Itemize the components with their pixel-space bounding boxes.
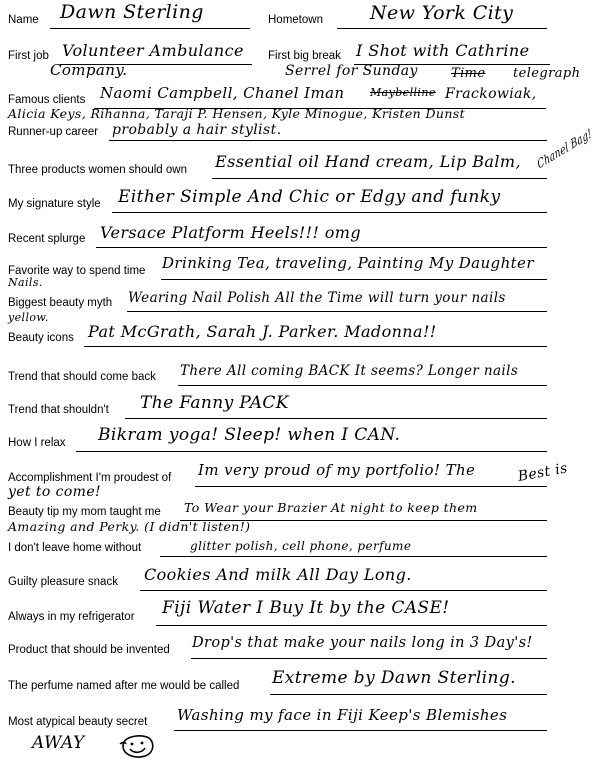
- label-runner-up-career: Runner-up career: [8, 126, 99, 138]
- label-three-products: Three products women should own: [8, 164, 187, 176]
- answer-line-beauty-icons: [84, 346, 547, 347]
- label-first-big-break: First big break: [268, 50, 341, 62]
- smiley-face-icon: [117, 733, 157, 759]
- answer-signature-style: Either Simple And Chic or Edgy and funky: [118, 187, 501, 207]
- answer-famous-clients-tail: Frackowiak,: [445, 86, 537, 102]
- label-beauty-icons: Beauty icons: [8, 332, 74, 344]
- answer-line-perfume-name: [270, 694, 547, 695]
- label-product-invented: Product that should be invented: [8, 644, 170, 656]
- answer-famous-clients-struck: Maybelline: [370, 86, 436, 99]
- answer-atypical-secret: Washing my face in Fiji Keep's Blemishes: [177, 706, 508, 724]
- answer-biggest-myth: Wearing Nail Polish All the Time will turn your nails: [128, 290, 506, 306]
- answer-line-favorite-way: [161, 279, 547, 280]
- answer-first-big-break-tail: telegraph: [513, 66, 581, 81]
- answer-line-name: [50, 28, 250, 29]
- answer-dont-leave-home: glitter polish, cell phone, perfume: [190, 539, 412, 553]
- answer-trend-shouldnt: The Fanny PACK: [140, 393, 289, 413]
- answer-line-hometown: [337, 28, 547, 29]
- answer-line-dont-leave-home: [160, 556, 547, 557]
- answer-beauty-icons: Pat McGrath, Sarah J. Parker. Madonna!!: [88, 322, 437, 341]
- label-favorite-way: Favorite way to spend time: [8, 265, 146, 277]
- answer-how-i-relax: Bikram yoga! Sleep! when I CAN.: [98, 425, 401, 445]
- label-first-job: First job: [8, 50, 49, 62]
- answer-name: Dawn Sterling: [60, 1, 204, 23]
- answer-famous-clients-cont: Alicia Keys, Rihanna, Taraji P. Hensen, Kyle Minogue, Kristen Dunst: [8, 106, 466, 121]
- answer-beauty-tip: To Wear your Brazier At night to keep them: [184, 500, 478, 515]
- answer-favorite-way-cont: Nails.: [8, 276, 43, 289]
- answer-beauty-tip-cont: Amazing and Perky. (I didn't listen!): [8, 519, 251, 534]
- label-recent-splurge: Recent splurge: [8, 233, 86, 245]
- label-biggest-myth: Biggest beauty myth: [8, 297, 113, 309]
- answer-three-products-extra: Chanel Bag!: [536, 126, 594, 173]
- answer-accomplishment: Im very proud of my portfolio! The: [198, 461, 476, 479]
- label-atypical-secret: Most atypical beauty secret: [8, 716, 148, 728]
- answer-atypical-secret-cont: AWAY: [32, 733, 85, 753]
- answer-line-three-products: [212, 178, 547, 179]
- answer-hometown: New York City: [370, 2, 514, 24]
- label-guilty-pleasure: Guilty pleasure snack: [8, 576, 118, 588]
- answer-product-invented: Drop's that make your nails long in 3 Day's!: [192, 635, 533, 651]
- answer-line-product-invented: [191, 658, 547, 659]
- answer-first-job-cont: Company.: [50, 61, 128, 79]
- label-how-i-relax: How I relax: [8, 437, 66, 449]
- label-hometown: Hometown: [268, 14, 323, 26]
- answer-line-guilty-pleasure: [140, 590, 547, 591]
- answer-refrigerator: Fiji Water I Buy It by the CASE!: [162, 598, 450, 618]
- label-refrigerator: Always in my refrigerator: [8, 611, 135, 623]
- answer-line-signature-style: [112, 212, 547, 213]
- answer-three-products: Essential oil Hand cream, Lip Balm,: [215, 152, 521, 171]
- label-famous-clients: Famous clients: [8, 94, 86, 106]
- label-name: Name: [8, 14, 39, 26]
- answer-famous-clients: Naomi Campbell, Chanel Iman: [100, 84, 345, 102]
- label-beauty-tip: Beauty tip my mom taught me: [8, 506, 161, 518]
- answer-line-trend-shouldnt: [125, 418, 547, 419]
- answer-recent-splurge: Versace Platform Heels!!! omg: [100, 223, 362, 242]
- answer-line-runner-up-career: [109, 140, 547, 141]
- answer-first-big-break-struck: Time: [451, 66, 486, 81]
- answer-line-trend-come-back: [178, 385, 547, 386]
- answer-guilty-pleasure: Cookies And milk All Day Long.: [144, 565, 412, 584]
- answer-first-big-break: I Shot with Cathrine: [356, 41, 530, 60]
- answer-line-accomplishment: [195, 486, 547, 487]
- answer-biggest-myth-cont: yellow.: [8, 311, 49, 324]
- answer-line-atypical-secret: [174, 730, 547, 731]
- label-trend-shouldnt: Trend that shouldn't: [8, 404, 109, 416]
- answer-accomplishment-extra: Best is: [516, 460, 569, 485]
- answer-trend-come-back: There All coming BACK It seems? Longer nails: [180, 363, 519, 379]
- answer-first-job: Volunteer Ambulance: [62, 41, 244, 60]
- label-signature-style: My signature style: [8, 198, 101, 210]
- answer-perfume-name: Extreme by Dawn Sterling.: [272, 668, 516, 688]
- label-accomplishment: Accomplishment I'm proudest of: [8, 472, 172, 484]
- answer-accomplishment-cont: yet to come!: [8, 484, 102, 500]
- answer-line-how-i-relax: [76, 451, 547, 452]
- answer-first-big-break-cont: Serrel for Sunday: [285, 63, 418, 79]
- label-dont-leave-home: I don't leave home without: [8, 542, 142, 554]
- label-perfume-name: The perfume named after me would be called: [8, 680, 240, 692]
- answer-line-refrigerator: [156, 625, 547, 626]
- answer-favorite-way: Drinking Tea, traveling, Painting My Daughter: [162, 254, 534, 272]
- answer-runner-up-career: probably a hair stylist.: [112, 122, 282, 138]
- answer-line-biggest-myth: [127, 311, 547, 312]
- answer-line-recent-splurge: [96, 247, 547, 248]
- label-trend-come-back: Trend that should come back: [8, 371, 156, 383]
